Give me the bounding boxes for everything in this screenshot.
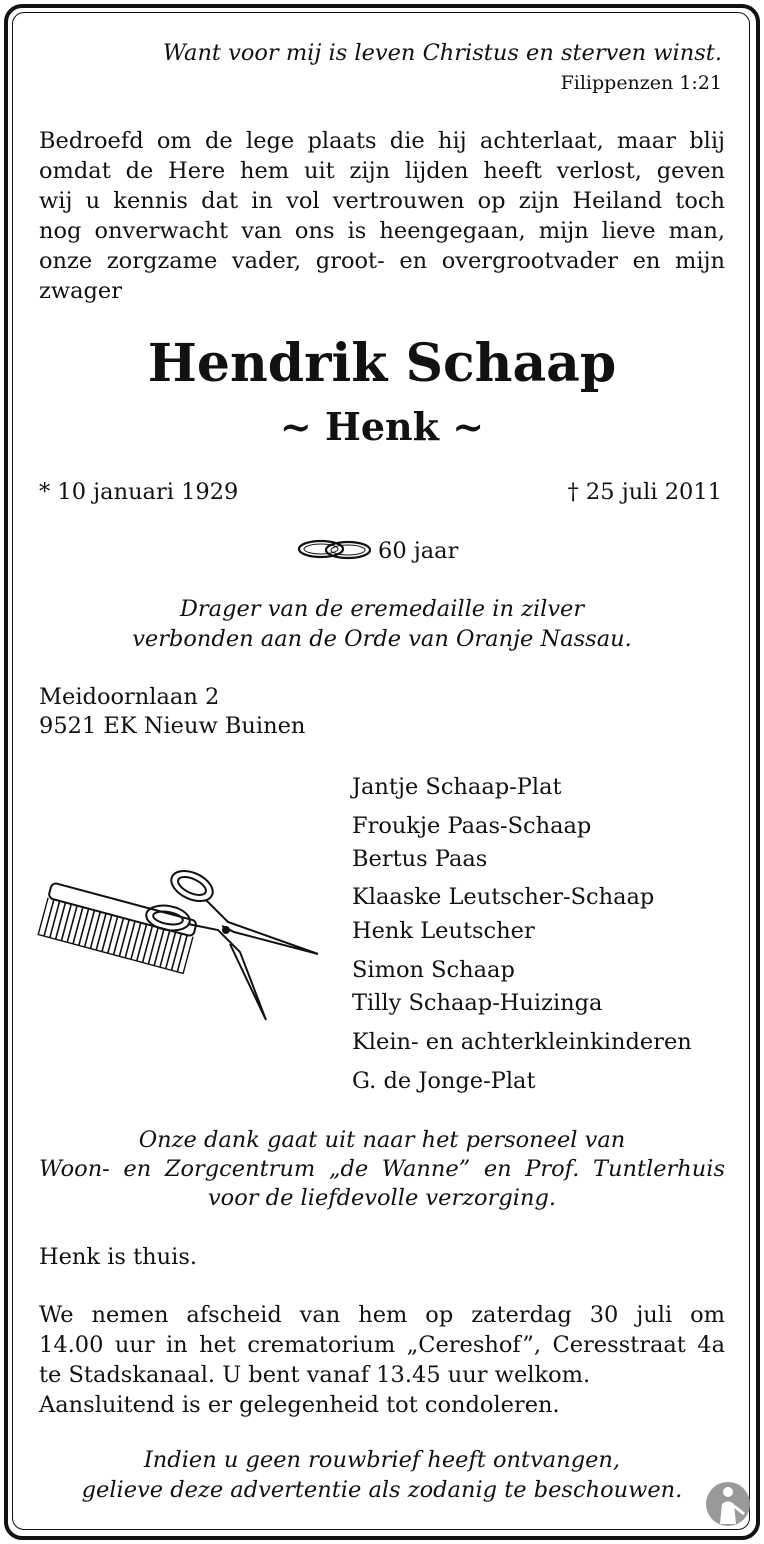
intro-line: zwager — [39, 278, 123, 304]
closing-line: gelieve deze advertentie als zodanig te beschouwen. — [81, 1477, 683, 1503]
address-city: 9521 EK Nieuw Buinen — [39, 713, 306, 739]
deceased-nickname: ~ Henk ~ — [279, 404, 485, 449]
wedding-rings-icon — [296, 534, 374, 564]
home-notice: Henk is thuis. — [39, 1244, 198, 1270]
family-member: Jantje Schaap-Plat — [352, 774, 562, 800]
family-member: G. de Jonge-Plat — [352, 1068, 536, 1094]
thanks-line: Onze dank gaat uit naar het personeel van — [138, 1127, 626, 1153]
family-member: Klein- en achterkleinkinderen — [352, 1029, 692, 1055]
watermark-logo-icon — [704, 1480, 752, 1528]
family-member: Simon Schaap — [352, 957, 515, 983]
years-married: 60 jaar — [378, 538, 459, 564]
family-member: Tilly Schaap-Huizinga — [352, 990, 603, 1016]
verse-reference: Filippenzen 1:21 — [560, 72, 722, 94]
honor-line: Drager van de eremedaille in zilver — [179, 596, 585, 622]
thanks-line: Woon- en Zorgcentrum „de Wanne” en Prof. Tuntlerhuis — [39, 1156, 725, 1182]
deceased-name: Hendrik Schaap — [147, 333, 617, 394]
farewell-line: 14.00 uur in het crematorium „Cereshof”, Ceresstraat 4a — [39, 1332, 725, 1358]
bible-verse: Want voor mij is leven Christus en sterven winst. — [162, 40, 722, 66]
farewell-line: Aansluitend is er gelegenheid tot condoleren. — [39, 1392, 560, 1418]
death-date: † 25 juli 2011 — [567, 479, 722, 505]
birth-date: * 10 januari 1929 — [39, 479, 239, 505]
family-member: Bertus Paas — [352, 846, 488, 872]
intro-line: onze zorgzame vader, groot- en overgrootvader en mijn — [39, 248, 725, 274]
comb-and-scissors-illustration — [34, 860, 326, 1030]
family-member: Henk Leutscher — [352, 918, 535, 944]
family-member: Froukje Paas-Schaap — [352, 813, 592, 839]
family-member: Klaaske Leutscher-Schaap — [352, 884, 655, 910]
farewell-line: te Stadskanaal. U bent vanaf 13.45 uur welkom. — [39, 1362, 591, 1388]
intro-line: omdat de Here hem uit zijn lijden heeft verlost, geven — [39, 158, 725, 184]
address-street: Meidoornlaan 2 — [39, 684, 220, 710]
farewell-paragraph — [39, 1300, 725, 1420]
intro-line: wij u kennis dat in vol vertrouwen op zijn Heiland toch — [39, 188, 725, 214]
intro-line: Bedroefd om de lege plaats die hij achterlaat, maar blij — [39, 128, 725, 154]
closing-line: Indien u geen rouwbrief heeft ontvangen, — [143, 1447, 621, 1473]
intro-line: nog onverwacht van ons is heengegaan, mijn lieve man, — [39, 218, 725, 244]
farewell-line: We nemen afscheid van hem op zaterdag 30 juli om — [39, 1302, 725, 1328]
thanks-line: voor de liefdevolle verzorging. — [207, 1185, 557, 1211]
honor-line: verbonden aan de Orde van Oranje Nassau. — [132, 626, 632, 652]
intro-paragraph — [39, 126, 725, 306]
